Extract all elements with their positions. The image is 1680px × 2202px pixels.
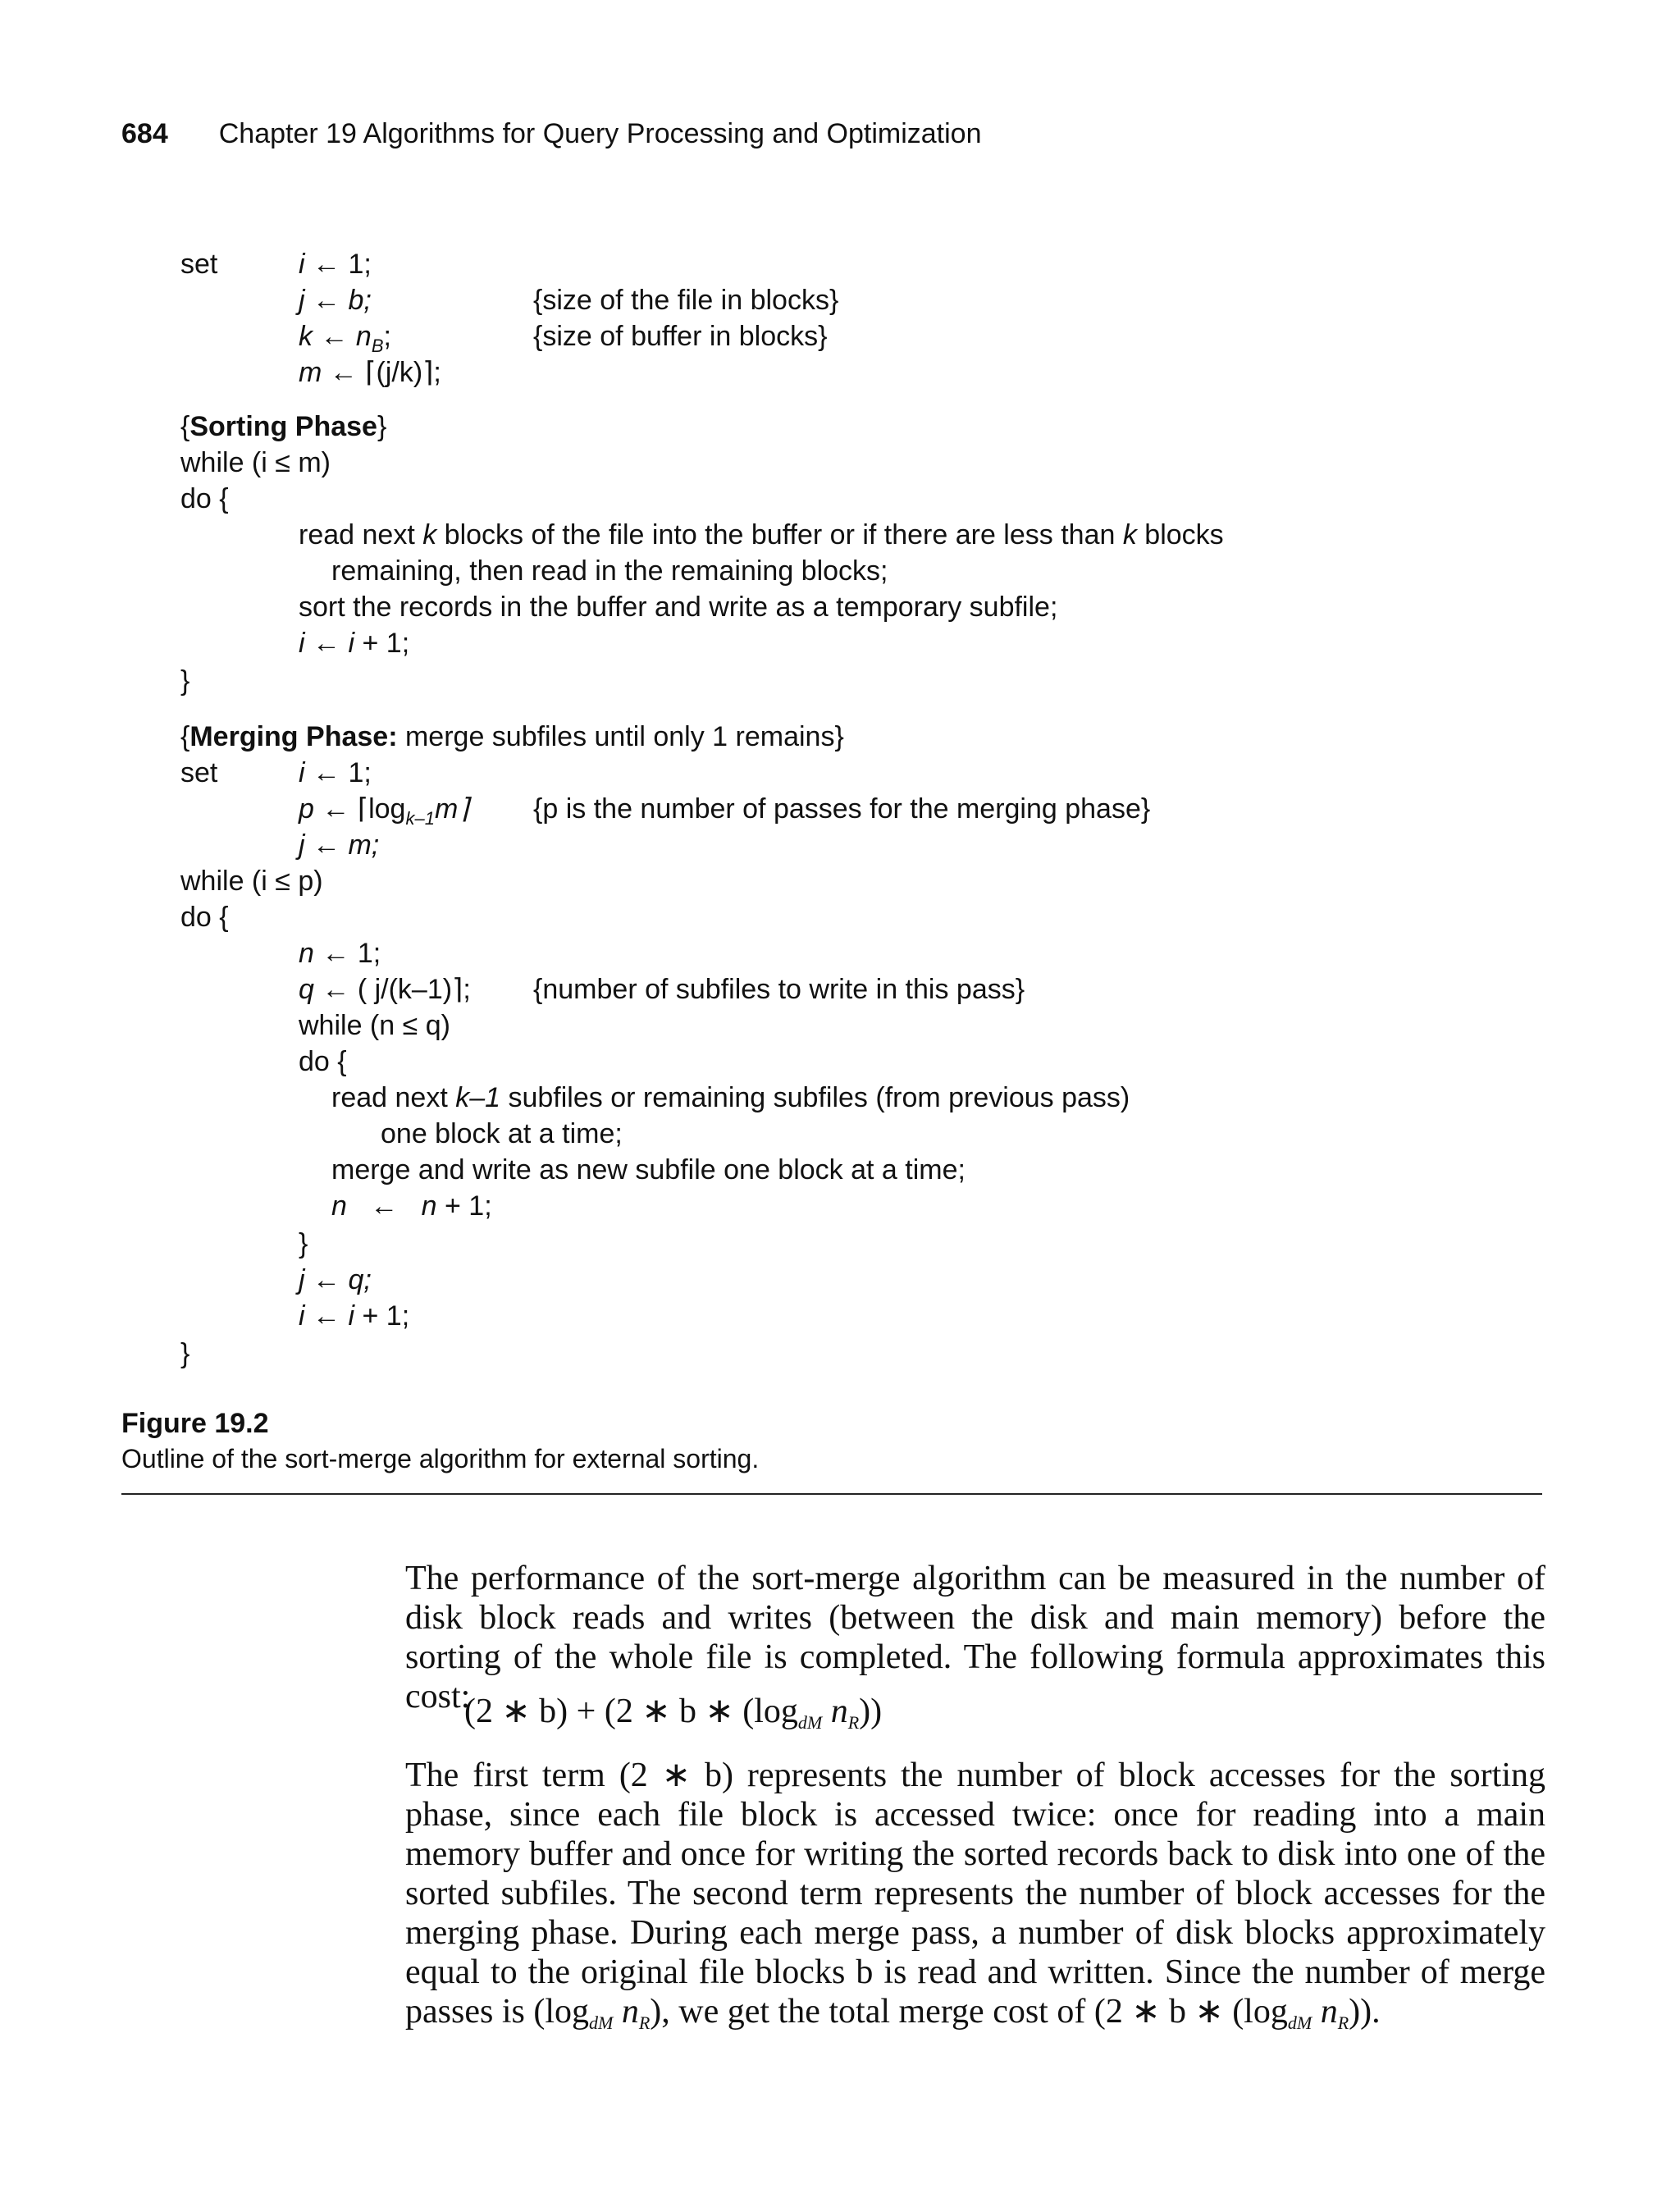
close-merging-loop: } (180, 1338, 190, 1369)
increment-n-line: n ← n + 1; (331, 1190, 492, 1222)
figure-rule (121, 1493, 1542, 1495)
read-remaining-line: remaining, then read in the remaining blocks; (331, 555, 888, 587)
page-number: 684 (121, 118, 168, 149)
while-merging: while (i ≤ p) (180, 866, 323, 897)
cost-formula: (2 ∗ b) + (2 ∗ b ∗ ($\log_{dM}$ $n_R$)) (464, 1693, 883, 1733)
sorting-phase-heading: {Sorting Phase} (180, 411, 387, 442)
merge-init-j-line: j ← m; (299, 829, 380, 861)
do-inner: do { (299, 1046, 347, 1077)
paragraph-2: The first term (2 ∗ b) represents the number of block accesses for the sorting phase, since each file block is accessed twice: once for reading into a main memory buffer and once for writing the sorted records back to disk into one of the sorted subfiles. The second term represents the number of block accesses for the merging phase. During each merge pass, a number of disk blocks approximately equal to the original file blocks b is read and written. Since the number of merge passes is ($\log_{dM}$ $n_R$), we get the total merge cost of (2 ∗ b ∗ ($\log_{dM}$ $n_R$)). (405, 1757, 1545, 2033)
inner-read-line: read next k–1 subfiles or remaining subfiles (from previous pass) (331, 1082, 1130, 1113)
while-sorting: while (i ≤ m) (180, 447, 331, 478)
comment-passes: {p is the number of passes for the merging phase} (533, 793, 1151, 825)
while-inner: while (n ≤ q) (299, 1010, 450, 1041)
init-i-line: i ← 1; (299, 249, 372, 280)
merge-init-p-line: p ← $⌈\log_{k-1}m⌉$ (299, 793, 469, 829)
do-merging: do { (180, 902, 229, 933)
running-header (121, 118, 982, 150)
read-blocks-line: read next k blocks of the file into the buffer or if there are less than k blocks (299, 519, 1224, 550)
figure-caption: Outline of the sort-merge algorithm for external sorting. (121, 1444, 760, 1473)
figure-label: Figure 19.2 (121, 1408, 269, 1439)
increment-i-line: i ← i + 1; (299, 628, 410, 659)
assign-j-line: j ← q; (299, 1264, 372, 1295)
init-k-line: k ← $n_B$; (299, 321, 391, 356)
init-j-line: j ← b; (299, 285, 372, 316)
merging-phase-heading: {Merging Phase: merge subfiles until only 1 remains} (180, 721, 844, 752)
increment-i-2-line: i ← i + 1; (299, 1300, 410, 1332)
init-q-line: q ← ( j/(k–1)⌉; (299, 974, 471, 1005)
comment-subfiles: {number of subfiles to write in this pass} (533, 974, 1025, 1005)
close-inner-loop: } (299, 1228, 308, 1259)
sort-records-line: sort the records in the buffer and write as a temporary subfile; (299, 592, 1058, 623)
set-keyword: set (180, 249, 218, 280)
inner-read-cont-line: one block at a time; (381, 1118, 623, 1149)
do-sorting: do { (180, 483, 229, 514)
set-keyword-2: set (180, 757, 218, 788)
inner-merge-line: merge and write as new subfile one block at a time; (331, 1154, 966, 1186)
comment-file-size: {size of the file in blocks} (533, 285, 839, 316)
merge-init-i-line: i ← 1; (299, 757, 372, 788)
paragraph-1: The performance of the sort-merge algorithm can be measured in the number of disk block reads and writes (between the disk and main memory) before the sorting of the whole file is completed. The following formula approximates this cost: (405, 1560, 1545, 1715)
running-title: Chapter 19 Algorithms for Query Processing and Optimization (218, 118, 982, 149)
comment-buffer-size: {size of buffer in blocks} (533, 321, 828, 352)
init-m-line: m ← ⌈(j/k)⌉; (299, 357, 441, 388)
close-sorting-loop: } (180, 665, 190, 697)
init-n-line: n ← 1; (299, 938, 381, 969)
